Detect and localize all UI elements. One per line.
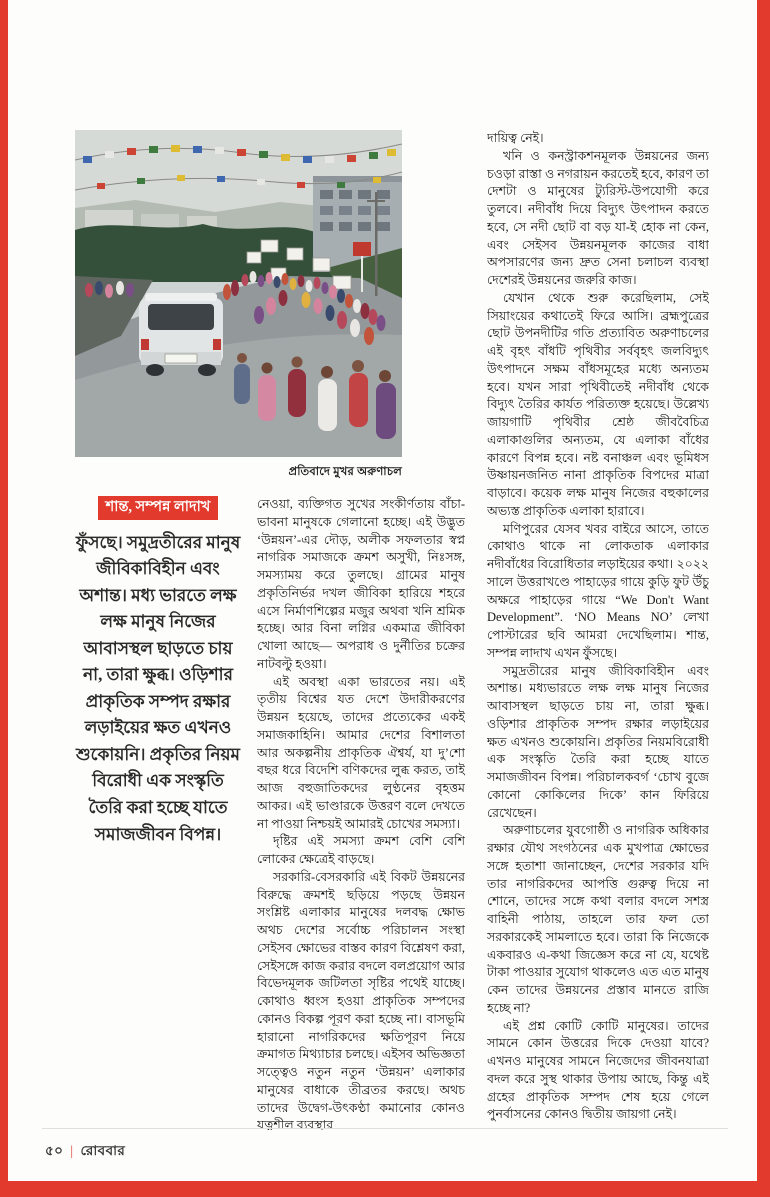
article-paragraph: যেখান থেকে শুরু করেছিলাম, সেই সিয়াংয়ের কথাতেই ফিরে আসি। ব্রহ্মপুত্রের ছোট উপনদীটির গতি প্রত্যাবিত অরুণাচলের এই বৃহৎ বাঁধটি পৃথিবীর সর্ববৃহৎ জলবিদ্যুৎ উৎপাদনে সক্ষম বাঁধসমূহের মধ্যে অন্যতম হবে। যখন সারা পৃথিবীতেই নদীবাঁধ থেকে বিদ্যুৎ তৈরির কার্যত পরিত্যক্ত হয়েছে। উল্লেখ্য জায়গাটি পৃথিবীর শ্রেষ্ঠ জীববৈচিত্র এলাকাগুলির অন্যতম, যে এলাকা বাঁধের কারণে বিপন্ন হবে। নষ্ট বনাঞ্চল এবং ভূমিধস উষ্ণায়নজনিত নানা প্রাকৃতিক বিপদের মাত্রা বাড়াবে। কয়েক লক্ষ মানুষ নিজের বহুকালের অভ্যস্ত প্রাকৃতিক এলাকা হারাবে। xyxy=(487,290,709,518)
photo-red-sign xyxy=(353,242,371,256)
article-paragraph: মণিপুরের যেসব খবর বাইরে আসে, তাতে কোথাও থাকে না লোকতাক এলাকার নদীবাঁধের বিরোধিতার লড়াইয়ের কথা। ২০২২ সালে উত্তরাখণ্ডে পাহাড়ের গায়ে কুড়ি ফুট উঁচু অক্ষরে পাহাড়ের গায়ে “We Don't Want Development”. ‘NO Means NO’ লেখা পোস্টারের ছবি আমরা দেখেছিলাম। শান্ত, সম্পন্ন লাদাখ এখন ফুঁসছে। xyxy=(487,521,709,660)
article-paragraph: এই প্রশ্ন কোটি কোটি মানুষের। তাদের সামনে কোন উত্তরের দিকে দেওয়া যাবে? এখনও মানুষের সামনে নিজেদের জীবনযাত্রা বদল করে সুস্থ থাকার উপায় আছে, কিন্তু এই গ্রহের প্রাকৃতিক সম্পদ শেষ হয়ে গেলে পুনর্বাসনের কোনও দ্বিতীয় জায়গা নেই। xyxy=(487,1018,709,1122)
article-paragraph: দায়িত্ব নেই। xyxy=(487,131,544,145)
protest-march-photo xyxy=(75,130,402,457)
page-footer xyxy=(45,1140,125,1163)
middle-column xyxy=(257,496,465,1142)
bottom-red-band xyxy=(0,1181,770,1197)
photo-car xyxy=(139,293,223,376)
right-column xyxy=(487,130,709,1130)
article-paragraph: এই অবস্থা একা ভারতের নয়। এই তৃতীয় বিশ্বের যত দেশে উদারীকরণের উন্নয়ন হয়েছে, তাদের প্রত্যেকের একই সমাজকাহিনি। আমার দেশের বিশালতা আর অকল্পনীয় প্রাকৃতিক ঐশ্বর্য, যা দু’শো বছর ধরে বিদেশি বণিকদের লুব্ধ করত, তাই আজ বহুজাতিকদের লুণ্ঠনের বৃহত্তম আকর। এই ভাণ্ডারকে উত্তরণ বলে দেখতে না পাওয়া নিশ্চয়ই আমারই চোখের সমস্যা। xyxy=(257,674,465,831)
pullquote-text: ফুঁসছে। সমুদ্রতীরের মানুষ জীবিকাবিহীন এবং অশান্ত। মধ্য ভারতে লক্ষ লক্ষ মানুষ নিজের আবাসস্থল ছাড়তে চায় না, তারা ক্ষুব্ধ। ওড়িশার প্রাকৃতিক সম্পদ রক্ষার লড়াইয়ের ক্ষত এখনও শুকোয়নি। প্রকৃতির নিয়ম বিরোধী এক সংস্কৃতি তৈরি করা হচ্ছে যাতে সমাজজীবন বিপন্ন। xyxy=(75,532,241,844)
article-paragraph: খনি ও কনস্ট্রাকশনমূলক উন্নয়নের জন্য চওড়া রাস্তা ও নগরায়ন করতেই হবে, কারণ তা দেশটা ও মানুষের ট্যুরিস্ট-উপযোগী করে তুলবে। নদীবাঁধ দিয়ে বিদ্যুৎ উৎপাদন করতে হবে, সে নদী ছোট বা বড় যা-ই হোক না কেন, এবং সেইসব উন্নয়নমূলক কাজের বাধা অপসারণের জন্য দ্রুত সেনা চলাচল ব্যবস্থা দেশেরই উন্নয়নের জরুরি কাজ। xyxy=(487,148,709,287)
footer-separator: | xyxy=(70,1143,74,1158)
page-edge-right xyxy=(757,0,770,1197)
lower-columns xyxy=(75,496,465,1142)
article-paragraph: দৃষ্টির এই সমস্যা ক্রমশ বেশি বেশি লোকের ক্ষেত্রেই বাড়ছে। xyxy=(257,834,465,866)
left-block xyxy=(75,130,465,1142)
photo-illustration xyxy=(75,130,402,457)
footer-rule xyxy=(42,1128,728,1129)
magazine-title: রোববার xyxy=(80,1143,126,1158)
article-paragraph: সরকারি-বেসরকারি এই বিকট উন্নয়নের বিরুদ্ধে ক্রমশই ছড়িয়ে পড়ছে উন্নয়ন সংশ্লিষ্ট এলাকার মানুষের দলবদ্ধ ক্ষোভ অথচ দেশের সর্বোচ্চ পরিচালন সংস্থা সেইসব ক্ষোভের বাস্তব কারণ বিশ্লেষণ করা, সেইসঙ্গে কাজ করার বদলে বলপ্রয়োগ আর বিভেদমূলক জটিলতা সৃষ্টির পথেই যাচ্ছে। কোথাও ধ্বংস হওয়া প্রাকৃতিক সম্পদের কোনও বিকল্প পূরণ করা হচ্ছে না। বাসভূমি হারানো নাগরিকদের ক্ষতিপূরণ নিয়ে ক্রমাগত মিথ্যাচার চলছে। এইসব অভিজ্ঞতা সত্ত্বেও নতুন নতুন ‘উন্নয়ন’ এলাকার মানুষের বাধাকে তীব্রতর করছে। অথচ তাদের উদ্বেগ-উৎকণ্ঠা কমানোর কোনও যত্নশীল ব্যবস্থার xyxy=(257,869,465,1133)
article-paragraph: অরুণাচলের যুবগোষ্ঠী ও নাগরিক অধিকার রক্ষার যৌথ সংগঠনের এক মুখপাত্র ক্ষোভের সঙ্গে হতাশা জানাচ্ছেন, দেশের সরকার যদি তার নাগরিকদের আপত্তি গুরুত্ব দিয়ে না শোনে, তাদের সঙ্গে কথা বলার বদলে সশস্ত্র বাহিনী পাঠায়, তাহলে তার ফল তো সরকারকেই সামলাতে হবে। তারা কি নিজেকে একবারও এ-কথা জিজ্ঞেস করে না যে, যথেষ্ট টাকা পাওয়ার সুযোগ থাকলেও এত এত মানুষ কেন তাদের উন্নয়নের প্রস্তাব মানতে রাজি হচ্ছে না? xyxy=(487,823,709,1015)
pullquote-column xyxy=(75,496,241,1142)
page-main xyxy=(75,130,709,1142)
page-number: ৫০ xyxy=(45,1143,64,1158)
article-paragraph: নেওয়া, ব্যক্তিগত সুখের সংকীর্ণতায় বাঁচা-ভাবনা মানুষকে গেলানো হচ্ছে। এই উদ্ভুত ‘উন্নয়ন’-এর দৌড়, অলীক সফলতার স্বপ্ন নাগরিক সমাজকে ক্রমশ অসুখী, নিঃসঙ্গ, সমস্যাময় করে তুলছে। গ্রামের মানুষ প্রকৃতিনির্ভর দখল জীবিকা হারিয়ে শহরে এসে নির্মাণশিল্পের মজুর অথবা খনি শ্রমিক হচ্ছে। আর বিনা লগ্নির একমাত্র জীবিকা খোলা আছে— অপরাধ ও দুর্নীতির চক্রের নাটবল্টু হওয়া। xyxy=(257,497,465,671)
page-edge-left xyxy=(0,0,8,1197)
article-paragraph: সমুদ্রতীরের মানুষ জীবিকাবিহীন এবং অশান্ত। মধ্যভারতে লক্ষ লক্ষ মানুষ নিজের আবাসস্থল ছাড়তে চায় না, তারা ক্ষুব্ধ। ওড়িশার প্রাকৃতিক সম্পদ রক্ষার লড়াইয়ের ক্ষত এখনও শুকোয়নি। প্রকৃতির নিয়মবিরোধী এক সংস্কৃতি তৈরি করা হচ্ছে যাতে সমাজজীবন বিপন্ন। পরিচালকবর্গ ‘চোখ বুজে কোনো কোকিলের দিকে’ কান ফিরিয়ে রেখেছেন। xyxy=(487,663,709,820)
pullquote-kicker: শান্ত, সম্পন্ন লাদাখ xyxy=(98,496,219,520)
photo-caption: প্রতিবাদে মুখর অরুণাচল xyxy=(288,466,402,478)
